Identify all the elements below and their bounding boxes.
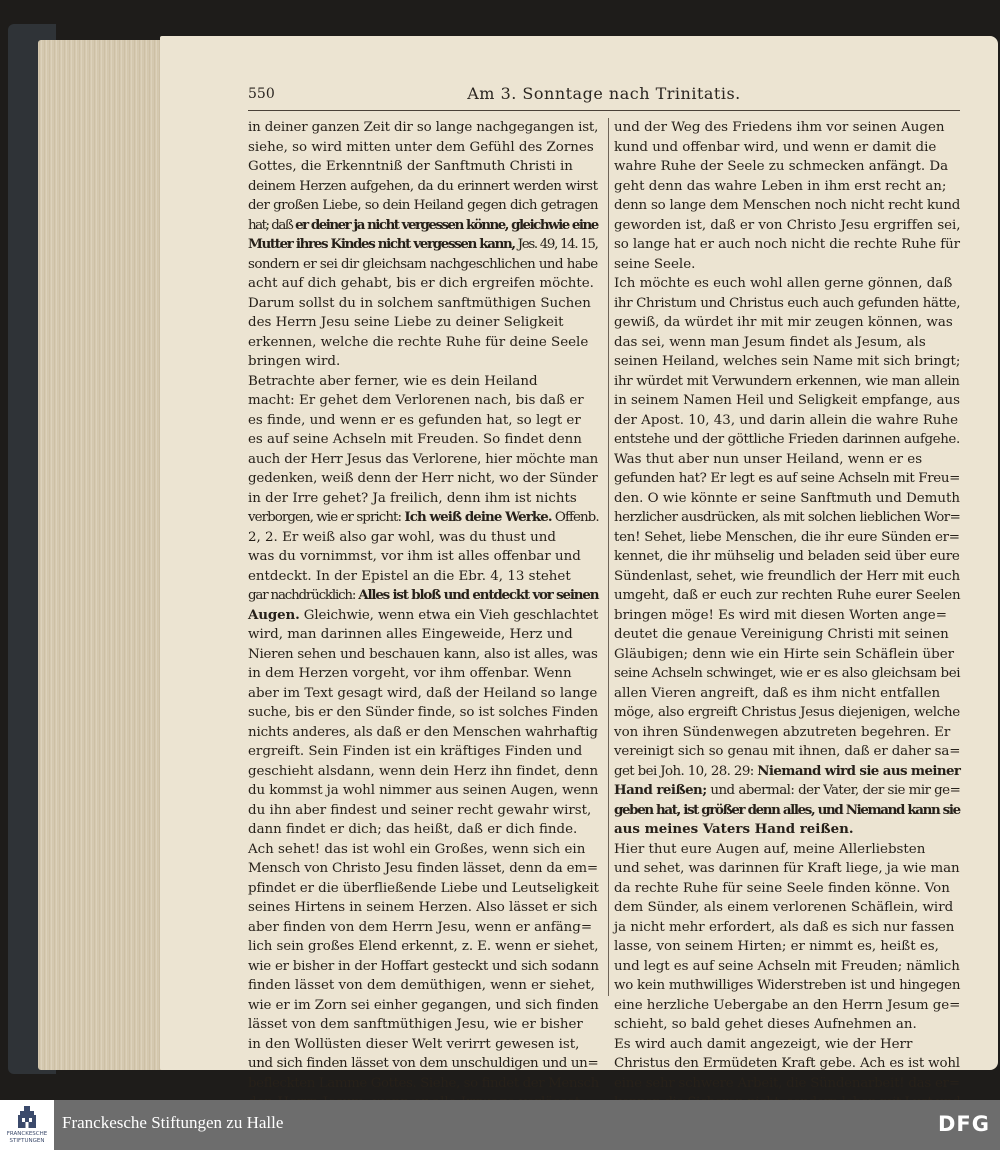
text-line: ergreift. Sein Finden ist ein kräftiges Finden und — [248, 744, 583, 759]
text-line: in der Irre gehet? Ja freilich, denn ihm ist nichts — [248, 490, 577, 506]
text-line: seinen Heiland, welches sein Name mit sich bringt; — [614, 354, 961, 369]
text-line: Mutter ihres Kindes nicht vergessen kann, Jes. 49, 14. 15, — [248, 236, 598, 252]
text-line: in deiner ganzen Zeit dir so lange nachgegangen ist, — [248, 120, 599, 135]
text-line: von ihren Sündenwegen abzutreten begehren. Er — [614, 724, 951, 740]
text-line: wie er bisher in der Hoffart gesteckt und sich sodann — [248, 958, 599, 974]
text-line: get bei Joh. 10, 28. 29: Niemand wird sie aus meiner — [614, 762, 961, 779]
text-line: da rechte Ruhe für seine Seele finden könne. Von — [614, 880, 950, 896]
text-line: in den Wollüsten dieser Welt verirrt gewesen ist, — [248, 1036, 580, 1052]
text-line: aber finden von dem Herrn Jesu, wenn er anfäng= — [248, 919, 593, 935]
text-line: was du vornimmst, vor ihm ist alles offenbar und — [248, 549, 581, 564]
text-line: finden lässet von dem demüthigen, wenn er siehet, — [248, 978, 595, 993]
text-line: entstehe und der göttliche Frieden darinnen aufgehe. — [614, 432, 960, 447]
text-line: Nieren sehen und beschauen kann, also ist alles, was — [248, 646, 598, 662]
text-line: du kommst ja wohl nimmer aus seinen Augen, wenn — [248, 783, 599, 798]
text-line: Augen. Gleichwie, wenn etwa ein Vieh geschlachtet — [248, 606, 599, 623]
text-line: bringen wird. — [248, 354, 341, 369]
institution-logo — [0, 1100, 54, 1150]
text-line: ihr würdet mit Verwundern erkennen, wie man allein — [614, 373, 960, 389]
dfg-logo: DFG — [937, 1112, 990, 1136]
text-line: ja nicht mehr erfordert, als daß es sich nur fassen — [614, 919, 955, 935]
text-line: eine sehr schwere Arbeit, die Sündenarbeit! das er= — [614, 1075, 960, 1091]
text-line: es finde, und wenn er es gefunden hat, so legt er — [248, 412, 581, 428]
text-line: gedenken, weiß denn der Herr nicht, wo der Sünder — [248, 471, 598, 486]
text-line: so lange hat er auch noch nicht die rechte Ruhe für — [614, 237, 960, 252]
text-line: Hand reißen; und abermal: der Vater, der sie mir ge= — [614, 782, 961, 798]
text-line: geht denn das wahre Leben in ihm erst recht an; — [614, 178, 947, 194]
text-line: Hier thut eure Augen auf, meine Allerliebsten — [614, 841, 926, 857]
text-line: nichts anderes, als daß er den Menschen wahrhaftig — [248, 724, 598, 740]
text-line: dann findet er dich; das heißt, daß er dich finde. — [248, 822, 578, 837]
text-line: und der Weg des Friedens ihm vor seinen Augen — [614, 120, 945, 135]
text-line: pfindet er die überfließende Liebe und Leutseligkeit — [248, 880, 599, 896]
text-line: erkennen, welche die rechte Ruhe für deine Seele — [248, 334, 589, 350]
text-line: entdeckt. In der Epistel an die Ebr. 4, 13 stehet — [248, 568, 571, 584]
text-line: und sehet, was darinnen für Kraft liege, ja wie man — [614, 861, 960, 876]
text-line: kund und offenbar wird, und wenn er damit die — [614, 139, 937, 155]
text-line: dem Sünder, als einem verlorenen Schäflein, wird — [614, 900, 954, 915]
text-line: Ach sehet! das ist wohl ein Großes, wenn sich ein — [248, 841, 586, 857]
text-line: verborgen, wie er spricht: Ich weiß deine Werke. Offenb. — [248, 509, 599, 525]
logo-text-line1: FRANCKESCHE — [6, 1131, 48, 1137]
logo-text-line2: STIFTUNGEN — [9, 1138, 45, 1144]
text-line: seines Hirtens in seinem Herzen. Also lässet er sich — [248, 900, 598, 915]
right-text-column — [614, 118, 960, 1113]
text-line: den. O wie könnte er seine Sanftmuth und Demuth — [614, 490, 961, 506]
text-line: möge, also ergreift Christus Jesus diejenigen, welche — [614, 705, 960, 720]
text-line: seine Achseln schwinget, wie er es also gleichsam bei — [614, 666, 961, 681]
column-divider — [608, 118, 609, 996]
text-line: aber im Text gesagt wird, daß der Heiland so lange — [248, 685, 598, 701]
left-text-column — [248, 118, 598, 1113]
text-line: und sich finden lässet von dem unschuldigen und un= — [248, 1056, 599, 1071]
page-number: 550 — [248, 86, 275, 102]
text-line: wahre Ruhe der Seele zu schmecken anfängt. Da — [614, 159, 949, 174]
text-line: des Herrn Jesu seine Liebe zu deiner Seligkeit — [248, 315, 564, 330]
text-line: der Apost. 10, 43, und darin allein die wahre Ruhe — [614, 412, 959, 428]
text-line: geschieht alsdann, wenn dein Herz ihn findet, denn — [248, 763, 599, 779]
text-line: Darum sollst du in solchem sanftmüthigen Suchen — [248, 295, 591, 311]
text-line: lasse, von seinem Hirten; er nimmt es, heißt es, — [614, 939, 939, 954]
text-line: herzlicher ausdrücken, als mit solchen lieblichen Wor= — [614, 510, 961, 525]
text-line: lässet von dem sanftmüthigen Jesu, wie er bisher — [248, 1017, 583, 1032]
header-rule — [248, 110, 960, 111]
text-line: der großen Liebe, so dein Heiland gegen dich getragen — [248, 198, 598, 213]
text-line: auch der Herr Jesus das Verlorene, hier möchte man — [248, 451, 599, 467]
page-edges — [38, 40, 162, 1070]
institution-name[interactable]: Franckesche Stiftungen zu Halle — [62, 1113, 284, 1132]
text-line: vereinigt sich so genau mit ihnen, daß er daher sa= — [614, 744, 961, 759]
footer-bar — [0, 1100, 1000, 1150]
text-line: suche, bis er den Sünder finde, so ist solches Finden — [248, 705, 599, 720]
orphanage-building-icon — [18, 1106, 36, 1128]
text-line: aus meines Vaters Hand reißen. — [614, 821, 854, 837]
page-header — [248, 82, 960, 110]
text-line: denn so lange dem Menschen noch nicht recht kund — [614, 198, 961, 213]
text-line: siehe, so wird mitten unter dem Gefühl des Zornes — [248, 139, 594, 155]
text-line: es auf seine Achseln mit Freuden. So findet denn — [248, 432, 582, 447]
text-line: hat; daß er deiner ja nicht vergessen könne, gleichwie eine — [248, 216, 598, 233]
text-line: ihr Christum und Christus euch auch gefunden hätte, — [614, 295, 961, 311]
text-line: acht auf dich gehabt, bis er dich ergreifen möchte. — [248, 276, 594, 291]
text-line: deinem Herzen aufgehen, da du erinnert werden wirst — [248, 178, 598, 194]
text-line: gewiß, da würdet ihr mit mir zeugen können, was — [614, 315, 953, 330]
text-line: seine Seele. — [614, 256, 696, 272]
text-line: allen Vieren angreift, daß es ihm nicht entfallen — [614, 685, 941, 701]
text-line: 2, 2. Er weiß also gar wohl, was du thust und — [248, 529, 556, 545]
text-line: wo kein muthwilliges Widerstreben ist und hingegen — [614, 978, 961, 993]
text-line: Ich möchte es euch wohl allen gerne gönnen, daß — [614, 276, 953, 291]
text-line: du ihn aber findest und seiner recht gewahr wirst, — [248, 802, 592, 818]
text-line: Was thut aber nun unser Heiland, wenn er es — [614, 451, 923, 467]
text-line: gefunden hat? Er legt es auf seine Achseln mit Freu= — [614, 471, 960, 486]
text-line: befleckten Lamme Gottes. Siehe, so findet der Mensch — [248, 1075, 599, 1091]
text-line: geben hat, ist größer denn alles, und Niemand kann sie — [614, 801, 960, 818]
text-line: macht: Er gehet dem Verlorenen nach, bis daß er — [248, 393, 584, 408]
text-line: Sündenlast, sehet, wie freundlich der Herr mit euch — [614, 568, 960, 584]
text-line: sondern er sei dir gleichsam nachgeschlichen und habe — [248, 256, 598, 272]
text-line: bringen möge! Es wird mit diesen Worten ange= — [614, 607, 947, 623]
text-line: Gläubigen; denn wie ein Hirte sein Schäflein über — [614, 646, 955, 662]
text-line: lich sein großes Elend erkennt, z. E. wenn er siehet, — [248, 939, 599, 954]
text-line: in dem Herzen vorgeht, vor ihm offenbar. Wenn — [248, 666, 572, 681]
text-line: wie er im Zorn sei einher gegangen, und sich finden — [248, 997, 599, 1013]
text-line: deutet die genaue Vereinigung Christi mit seinen — [614, 627, 949, 642]
text-line: Gottes, die Erkenntniß der Sanftmuth Christi in — [248, 159, 573, 174]
text-line: eine herzliche Uebergabe an den Herrn Jesum ge= — [614, 997, 961, 1013]
text-line: das sei, wenn man Jesum findet als Jesum, als — [614, 334, 926, 350]
text-line: geworden ist, daß er von Christo Jesu ergriffen sei, — [614, 217, 961, 233]
text-line: ten! Sehet, liebe Menschen, die ihr eure Sünden er= — [614, 529, 960, 545]
text-line: und legt es auf seine Achseln mit Freuden; nämlich — [614, 958, 960, 974]
text-line: Betrachte aber ferner, wie es dein Heiland — [248, 373, 538, 389]
text-line: schieht, so bald gehet dieses Aufnehmen an. — [614, 1017, 917, 1032]
text-line: Es wird auch damit angezeigt, wie der Herr — [614, 1036, 913, 1052]
text-line: wird, man darinnen alles Eingeweide, Herz und — [248, 627, 573, 642]
text-line: kennet, die ihr mühselig und beladen seid über eure — [614, 549, 960, 564]
text-line: umgeht, daß er euch zur rechten Ruhe eurer Seelen — [614, 588, 961, 603]
text-line: in seinem Namen Heil und Seligkeit empfange, aus — [614, 393, 960, 408]
text-line: gar nachdrücklich: Alles ist bloß und entdeckt vor seinen — [248, 587, 599, 603]
text-line: Christus den Ermüdeten Kraft gebe. Ach es ist wohl — [614, 1056, 960, 1071]
text-line: Mensch von Christo Jesu finden lässet, denn da em= — [248, 861, 598, 876]
running-title: Am 3. Sonntage nach Trinitatis. — [467, 84, 741, 103]
